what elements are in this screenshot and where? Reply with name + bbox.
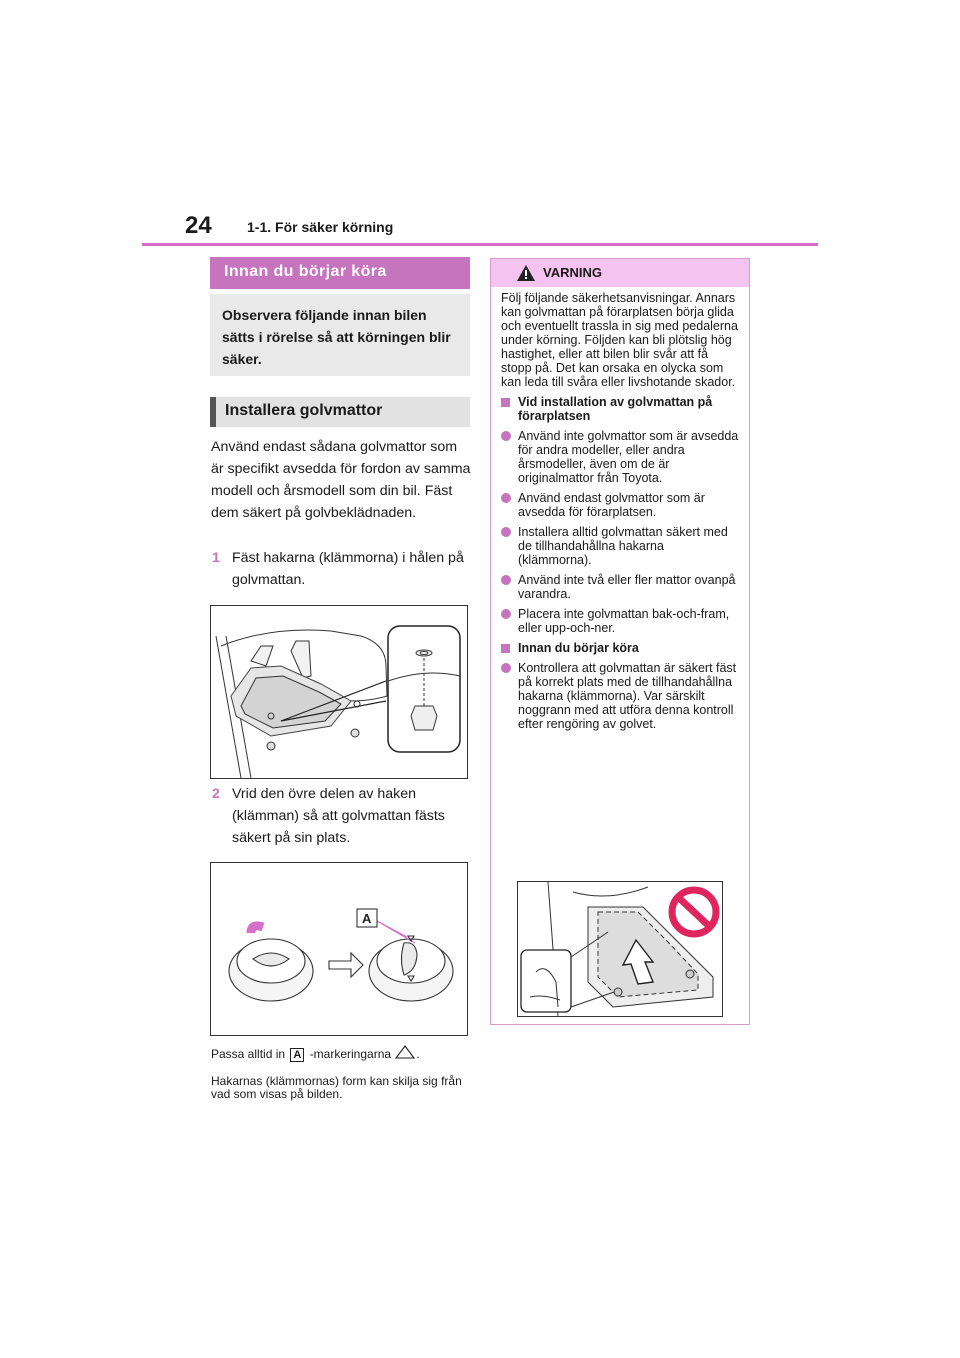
step-number: 1 [212,550,220,566]
warning-section-heading: Innan du börjar köra [501,641,739,655]
clip-rotation-figure [210,862,468,1036]
triangle-mark-icon [394,1045,416,1059]
clip-rotation-illustration [211,863,467,1035]
prohibited-placement-figure [517,881,723,1017]
warning-bullet: Använd inte två eller fler mattor ovanpå varandra. [501,573,739,601]
label-a-badge: A [290,1048,304,1062]
warning-section-heading: Vid installation av golvmattan på förarplatsen [501,395,739,423]
note-prefix: Passa alltid in [211,1047,286,1061]
intro-text: Observera följande innan bilen sätts i rörelse så att körningen blir säker. [222,307,451,367]
warning-bullet: Kontrollera att golvmattan är säkert fäst på korrekt plats med de tillhandahållna hakarna (klämmorna). Var särskilt noggrann med att utföra denna kontroll efter rengöring av golvet. [501,661,739,731]
section-title: Innan du börjar köra [224,263,387,280]
prohibited-placement-illustration [518,882,722,1016]
note-end: . [416,1047,420,1061]
warning-header [491,259,749,287]
clip-shape-note: Hakarnas (klämmornas) form kan skilja sig från vad som visas på bilden. [211,1074,462,1101]
intro-box [210,294,470,376]
section-title-banner [210,257,470,289]
warning-icon [516,264,536,282]
warning-body [491,287,749,731]
floor-mat-figure [210,605,468,779]
warning-bullet: Installera alltid golvmattan säkert med de tillhandahållna hakarna (klämmorna). [501,525,739,567]
alignment-note [211,1045,481,1062]
step-text: Vrid den övre delen av haken (klämman) så att golvmattan fästs säkert på sin plats. [232,786,445,846]
subheading: Installera golvmattor [225,402,383,419]
figure-label-a: A [362,911,372,926]
warning-intro: Följ följande säkerhetsanvisningar. Annars kan golvmattan på förarplatsen börja glida och eventuellt trassla in sig med pedalerna under körning. Följden kan bli plötslig hög hastighet, eller att bilen blir svår att få stopp på. Det kan orsaka en olycka som kan leda till svåra eller livshotande skador. [501,291,738,389]
step-2 [212,783,474,849]
body-paragraph: Använd endast sådana golvmattor som är specifikt avsedda för fordon av samma modell och årsmodell som din bil. Fäst dem säkert på golvbeklädnaden. [211,439,471,521]
step-number: 2 [212,786,220,802]
header-divider [142,243,818,246]
warning-bullet: Använd inte golvmattor som är avsedda för andra modeller, eller andra årsmodeller, även om de är originalmattor från Toyota. [501,429,739,485]
warning-bullet: Placera inte golvmattan bak-och-fram, eller upp-och-ner. [501,607,739,635]
warning-title: VARNING [543,265,602,280]
step-text: Fäst hakarna (klämmorna) i hålen på golvmattan. [232,550,464,588]
note-suffix: -markeringarna [309,1047,392,1061]
page-number: 24 [185,212,212,239]
subheading-box [210,397,470,427]
step-1 [212,547,474,591]
section-reference: 1-1. För säker körning [247,219,394,235]
floor-mat-illustration [211,606,467,778]
warning-bullet: Använd endast golvmattor som är avsedda för förarplatsen. [501,491,739,519]
